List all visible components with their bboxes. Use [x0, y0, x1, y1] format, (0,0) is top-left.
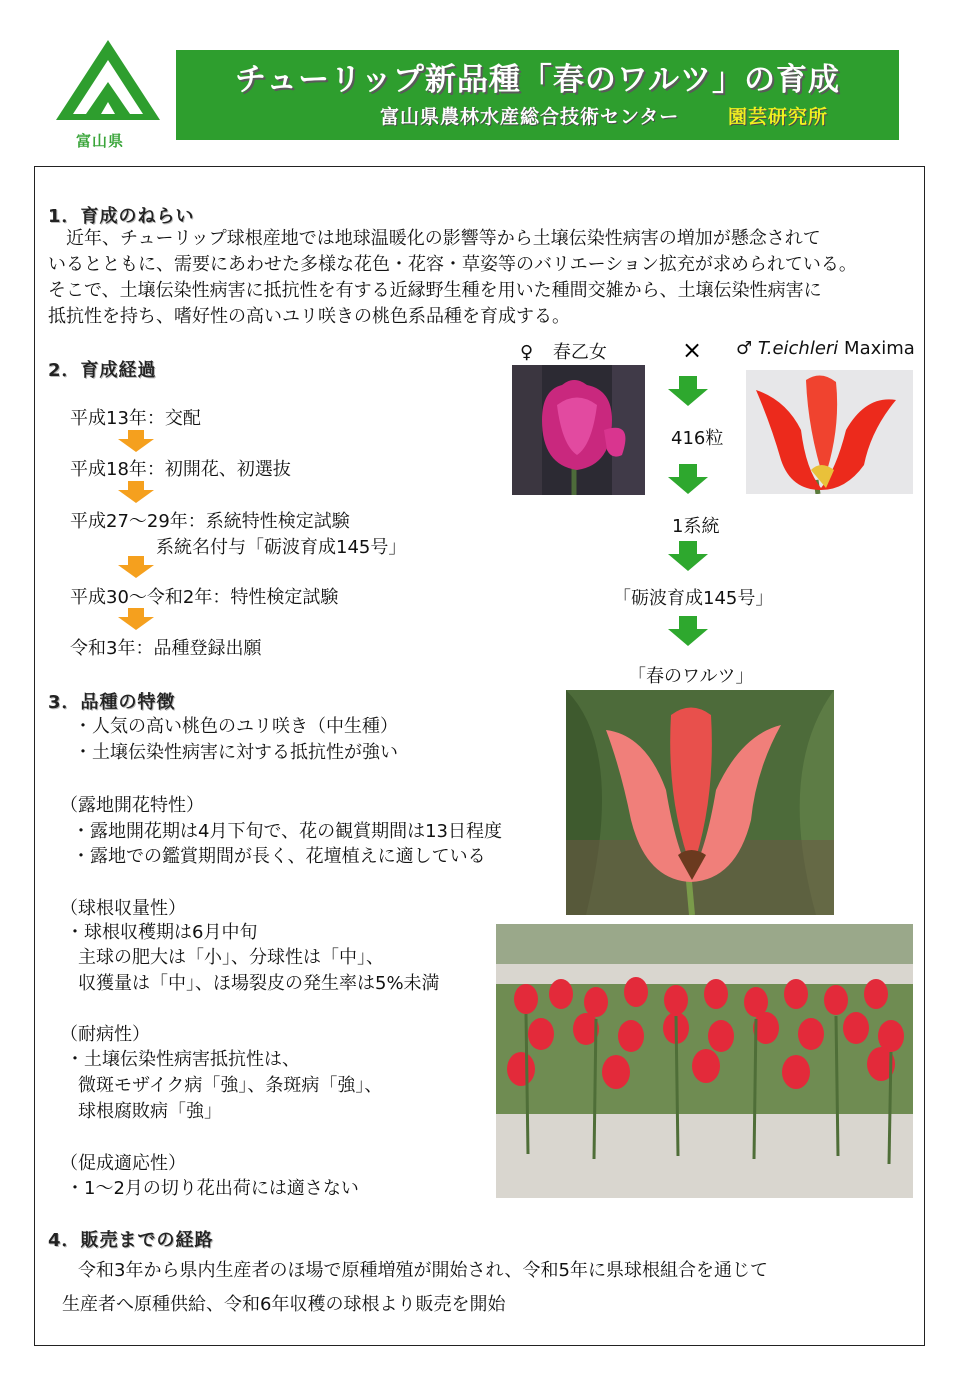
feature-group-title: （露地開花特性）	[60, 795, 204, 816]
feature-group-title: （耐病性）	[60, 1024, 150, 1045]
timeline-step: 系統名付与「砺波育成145号」	[156, 537, 407, 558]
feature-line: ・1～2月の切り花出荷には適さない	[66, 1178, 359, 1199]
arrow-down-icon	[116, 556, 156, 578]
male-species: T.eichleri	[757, 338, 839, 359]
timeline-step: 平成18年：初開花、初選抜	[70, 459, 291, 480]
cross-symbol: ×	[682, 336, 703, 364]
female-symbol: ♀	[520, 342, 534, 363]
feature-line: 収獲量は「中」、ほ場裂皮の発生率は5%未満	[78, 973, 440, 994]
variety-closeup-photo	[566, 690, 834, 915]
female-parent-name: 春乙女	[552, 342, 607, 363]
section1-heading: 1．育成のねらい	[48, 206, 195, 227]
logo-label: 富山県	[76, 132, 125, 150]
variety-name: 「春のワルツ」	[628, 666, 754, 687]
timeline-step: 平成27～29年：系統特性検定試験	[70, 511, 350, 532]
section4-line: 令和3年から県内生産者のほ場で原種増殖が開始され、令和5年に県球根組合を通じて	[78, 1260, 768, 1281]
timeline-step: 令和3年：品種登録出願	[70, 638, 262, 659]
feature-line: ・土壌伝染性病害抵抗性は、	[66, 1049, 300, 1070]
feature-line: 主球の肥大は「小」、分球性は「中」、	[78, 947, 384, 968]
organization-name: 富山県農林水産総合技術センター	[380, 106, 680, 128]
seed-count: 416粒	[671, 428, 724, 449]
feature-group-title: （球根収量性）	[60, 898, 186, 919]
arrow-down-icon	[116, 430, 156, 452]
arrow-down-icon	[668, 541, 708, 571]
arrow-down-icon	[116, 608, 156, 630]
section4-line: 生産者へ原種供給、令和6年収穫の球根より販売を開始	[62, 1294, 506, 1315]
arrow-down-icon	[668, 464, 708, 494]
feature-line: 球根腐敗病「強」	[78, 1101, 222, 1122]
female-parent-photo	[512, 365, 645, 495]
male-cultivar: Maxima	[844, 338, 915, 359]
line-name: 「砺波育成145号」	[613, 588, 774, 609]
section3-heading: 3．品種の特徴	[48, 692, 176, 713]
arrow-down-icon	[668, 616, 708, 646]
feature-line: ・球根収穫期は6月中旬	[66, 922, 258, 943]
feature-line: ・露地開花期は4月下旬で、花の観賞期間は13日程度	[72, 821, 502, 842]
section2-heading: 2．育成経過	[48, 360, 157, 381]
section1-line: 抵抗性を持ち、嗜好性の高いユリ咲きの桃色系品種を育成する。	[48, 306, 570, 327]
section4-heading: 4．販売までの経路	[48, 1230, 214, 1251]
line-count: 1系統	[672, 516, 720, 537]
feature-bullet: ・人気の高い桃色のユリ咲き（中生種）	[74, 716, 398, 737]
male-parent-label	[736, 338, 915, 359]
female-parent-label	[520, 338, 607, 364]
feature-bullet: ・土壌伝染性病害に対する抵抗性が強い	[74, 742, 398, 763]
section1-line: そこで、土壌伝染性病害に抵抗性を有する近縁野生種を用いた種間交雑から、土壌伝染性病害に	[48, 280, 822, 301]
feature-group-title: （促成適応性）	[60, 1153, 186, 1174]
lab-name: 園芸研究所	[728, 106, 829, 128]
section1-line: 近年、チューリップ球根産地では地球温暖化の影響等から土壌伝染性病害の増加が懸念されて	[66, 228, 821, 249]
section1-line: いるとともに、需要にあわせた多様な花色・花容・草姿等のバリエーション拡充が求められている。	[48, 254, 857, 275]
feature-line: ・露地での鑑賞期間が長く、花壇植えに適している	[72, 846, 486, 867]
arrow-down-icon	[668, 376, 708, 406]
page-title: チューリップ新品種「春のワルツ」の育成	[235, 62, 840, 98]
male-parent-photo	[746, 370, 913, 494]
arrow-down-icon	[116, 481, 156, 503]
feature-line: 微斑モザイク病「強」、条斑病「強」、	[78, 1075, 383, 1096]
male-symbol: ♂	[736, 338, 753, 359]
timeline-step: 平成30～令和2年：特性検定試験	[70, 587, 339, 608]
field-planting-photo	[496, 924, 913, 1198]
timeline-step: 平成13年：交配	[70, 408, 201, 429]
section1-body	[48, 226, 924, 330]
